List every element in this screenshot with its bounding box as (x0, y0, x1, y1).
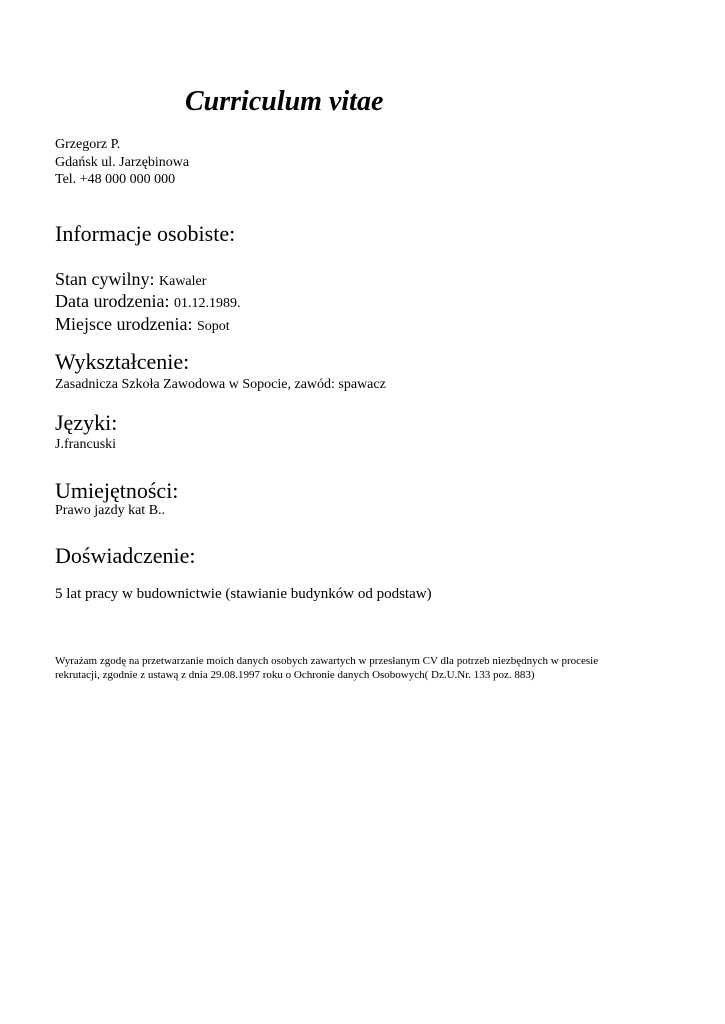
experience-text: 5 lat pracy w budownictwie (stawianie budynków od podstaw) (55, 586, 432, 602)
skills-heading: Umiejętności: (55, 478, 179, 503)
marital-status-label: Stan cywilny: (55, 269, 155, 289)
marital-status-value: Kawaler (159, 274, 207, 289)
birthplace-label: Miejsce urodzenia: (55, 314, 193, 334)
birthdate-row (55, 291, 240, 312)
languages-heading: Języki: (55, 410, 118, 435)
personal-info-heading: Informacje osobiste: (55, 221, 236, 246)
document-title: Curriculum vitae (185, 86, 384, 117)
marital-status-row (55, 269, 206, 290)
skills-text: Prawo jazdy kat B.. (55, 503, 166, 518)
education-heading: Wykształcenie: (55, 349, 190, 374)
experience-heading: Doświadczenie: (55, 543, 196, 568)
consent-line-2: rekrutacji, zgodnie z ustawą z dnia 29.08.1997 roku o Ochronie danych Osobowych( Dz.U.Nr. 133 poz. 883) (55, 669, 535, 681)
birthdate-value: 01.12.1989. (173, 296, 241, 311)
contact-phone: Tel. +48 000 000 000 (55, 172, 176, 187)
contact-name: Grzegorz P. (55, 137, 121, 152)
contact-address: Gdańsk ul. Jarzębinowa (55, 154, 190, 170)
consent-line-1: Wyrażam zgodę na przetwarzanie moich danych osobych zawartych w przesłanym CV dla potrzeb niezbędnych w procesie (55, 655, 599, 667)
birthplace-value: Sopot (196, 319, 230, 334)
education-text: Zasadnicza Szkoła Zawodowa w Sopocie, zawód: spawacz (55, 377, 386, 392)
data-consent-clause (55, 654, 615, 682)
birthplace-row (55, 314, 230, 335)
birthdate-label: Data urodzenia: (55, 291, 170, 311)
languages-text: J.francuski (55, 437, 117, 452)
contact-block (55, 136, 189, 189)
